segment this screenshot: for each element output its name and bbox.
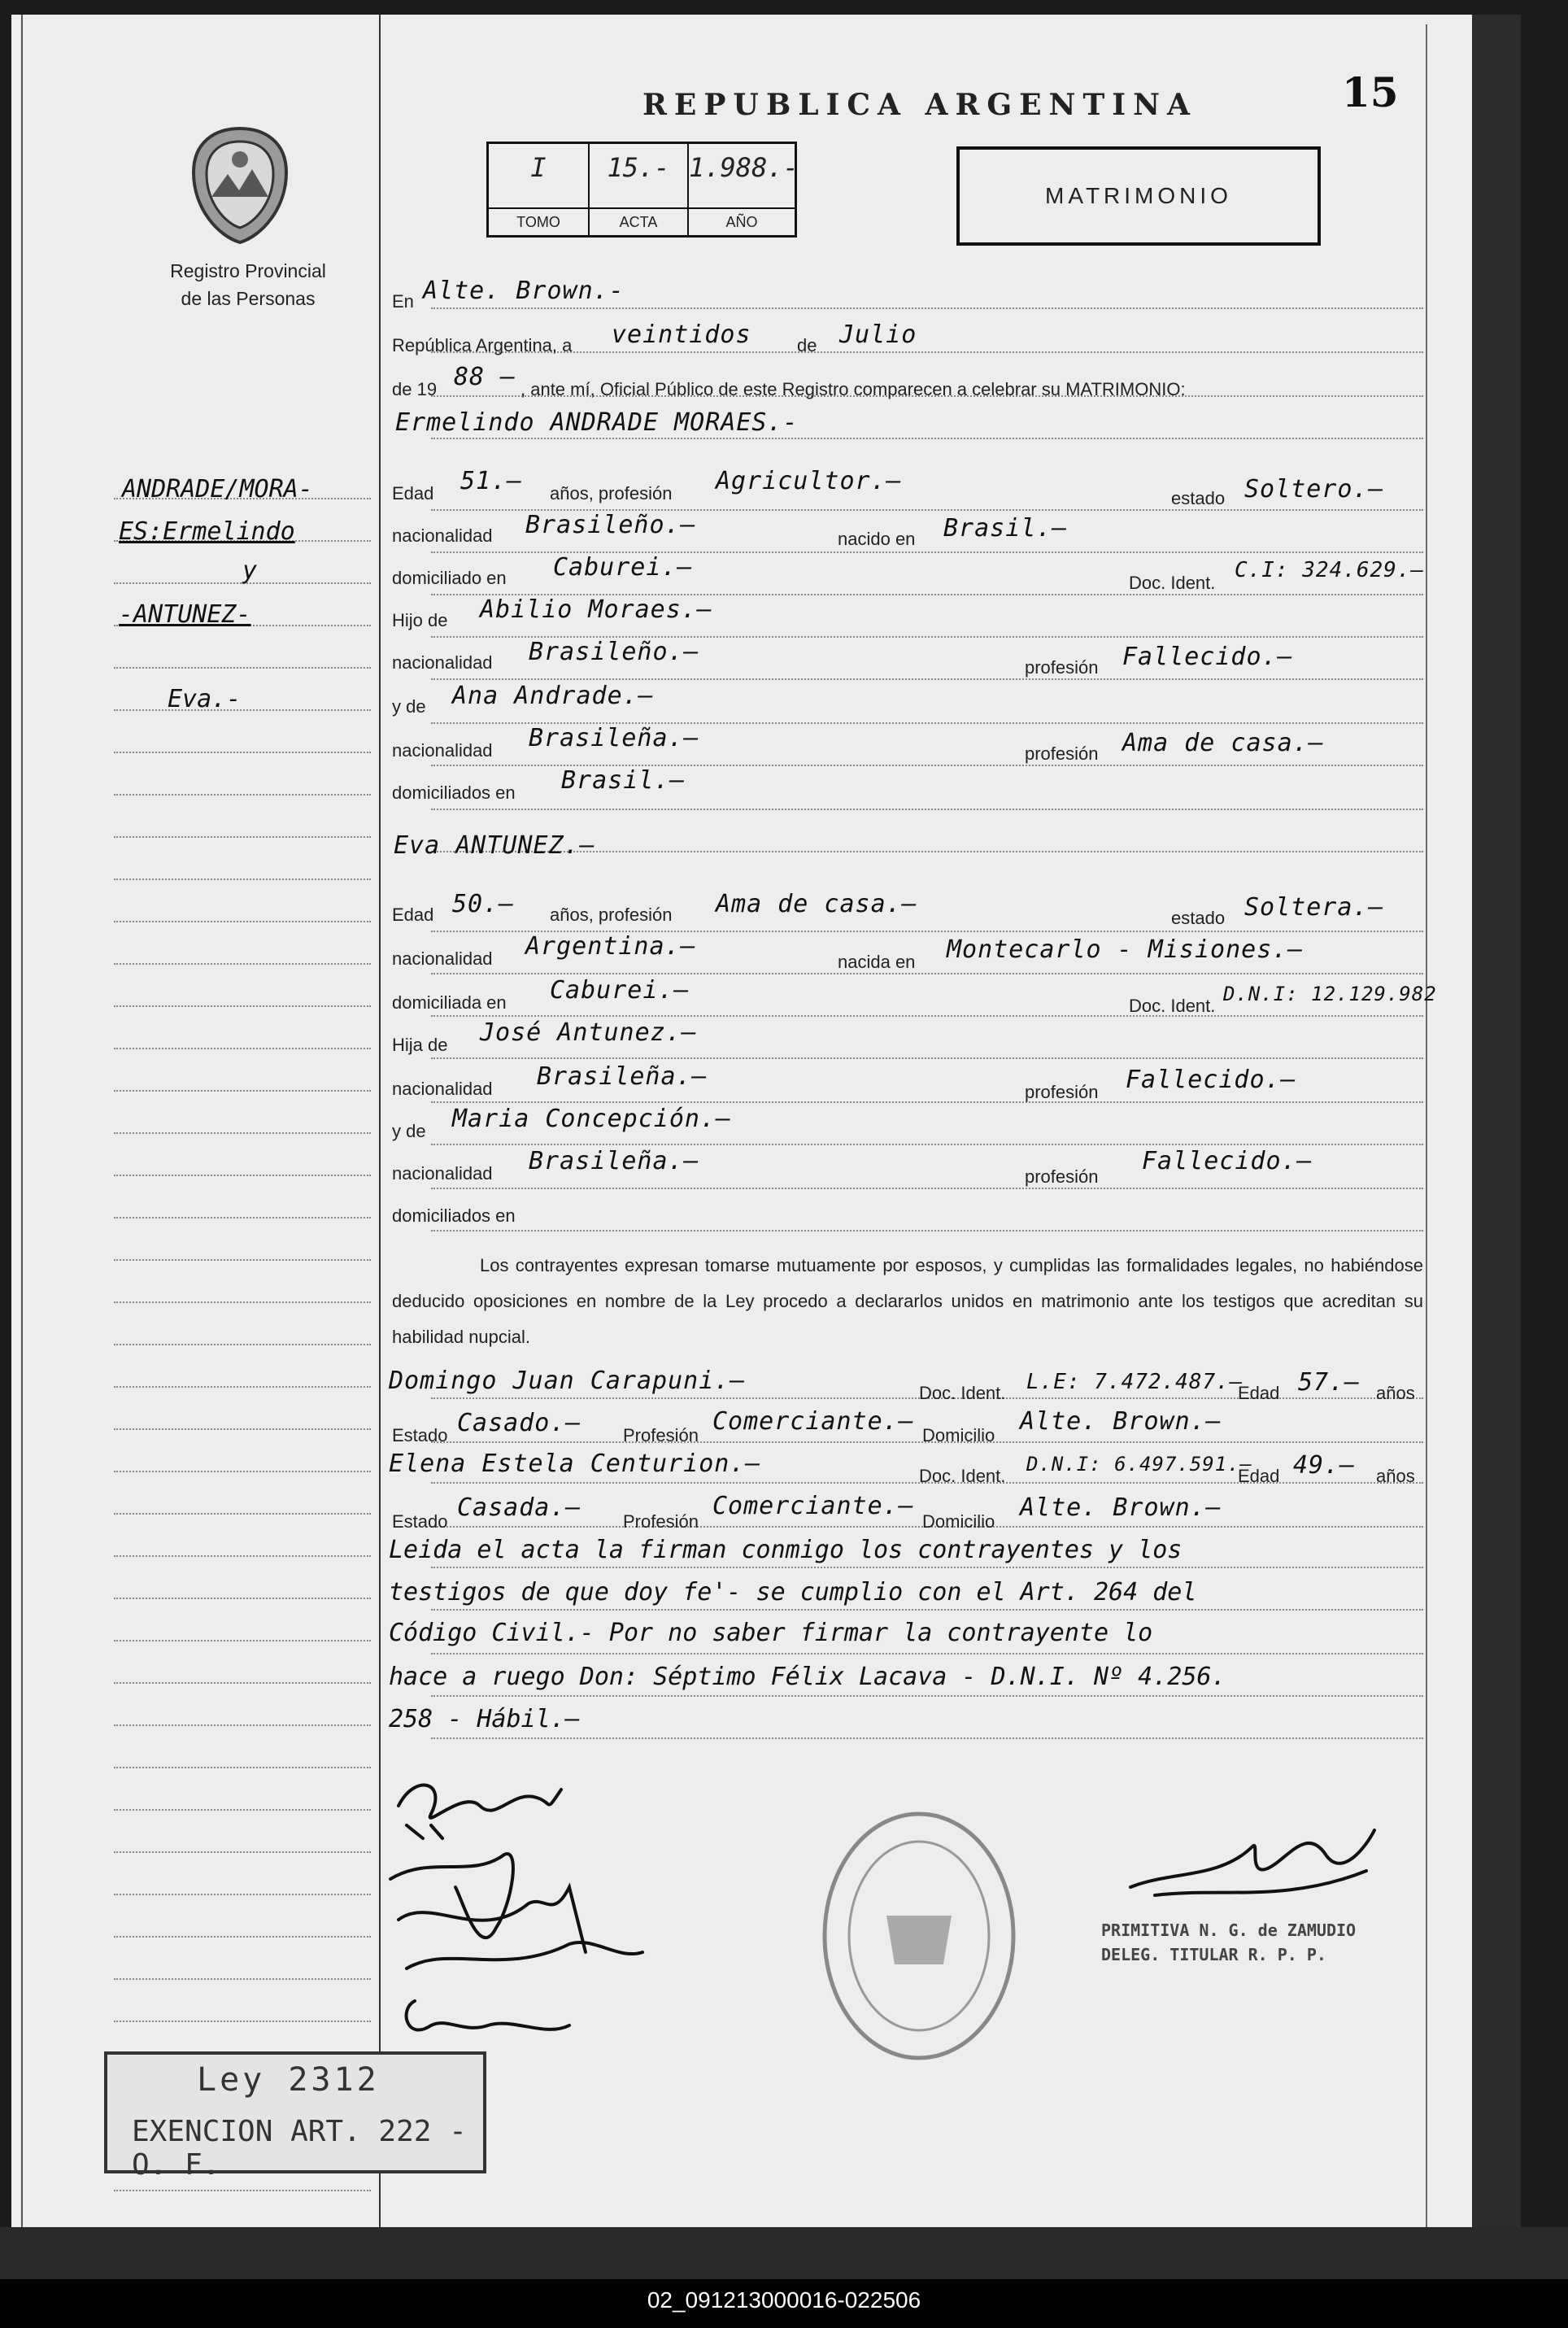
witness-2-dom-value: Alte. Brown.— bbox=[1020, 1493, 1222, 1522]
margin-rule-line bbox=[114, 2021, 371, 2022]
form-rule-line bbox=[431, 973, 1423, 974]
groom-mother-value: Ana Andrade.— bbox=[452, 682, 654, 710]
margin-rule-line bbox=[114, 963, 371, 965]
bride-father-nac-value: Brasileña.— bbox=[537, 1062, 708, 1091]
margin-rule-line bbox=[114, 1344, 371, 1345]
groom-mother-nac-value: Brasileña.— bbox=[529, 724, 699, 752]
de-label: de bbox=[797, 335, 817, 355]
ley-stamp-line-2: EXENCION ART. 222 - O. F. bbox=[132, 2115, 467, 2182]
day-value: veintidos bbox=[612, 320, 751, 349]
official-title: DELEG. TITULAR R. P. P. bbox=[1101, 1945, 1326, 1964]
registry-label bbox=[130, 257, 366, 312]
witness-1-edad-label: Edad bbox=[1238, 1383, 1280, 1403]
form-rule-line bbox=[431, 678, 1423, 680]
margin-note-line-2: ES:Ermelindo bbox=[119, 517, 295, 546]
margin-rule-line bbox=[114, 1090, 371, 1092]
bride-hija-label: Hija de bbox=[392, 1035, 448, 1055]
witness-2-prof-label: Profesión bbox=[623, 1511, 699, 1532]
closing-line-5: 258 - Hábil.— bbox=[389, 1705, 580, 1733]
binding-edge-line bbox=[21, 15, 23, 2227]
form-rule-line bbox=[431, 1015, 1423, 1017]
margin-rule-line bbox=[114, 1682, 371, 1684]
witness-1-estado-value: Casado.— bbox=[457, 1409, 581, 1437]
tomo-cell bbox=[489, 144, 588, 235]
groom-mother-prof-value: Ama de casa.— bbox=[1122, 729, 1324, 757]
margin-rule-line bbox=[114, 1555, 371, 1557]
groom-estado-label: estado bbox=[1171, 488, 1226, 508]
groom-dom-value: Caburei.— bbox=[553, 553, 693, 582]
bride-profesion-label: años, profesión bbox=[550, 905, 673, 925]
ley-stamp bbox=[104, 2051, 486, 2182]
margin-rule-line bbox=[114, 1005, 371, 1007]
margin-note-line-1: ANDRADE/MORA- bbox=[122, 475, 313, 504]
groom-mother-prof-label: profesión bbox=[1025, 743, 1099, 764]
groom-yde-label: y de bbox=[392, 696, 426, 717]
closing-line-3: Código Civil.- Por no saber firmar la contrayente lo bbox=[389, 1619, 1153, 1647]
margin-note-line-4: -ANTUNEZ- bbox=[119, 600, 251, 629]
page-number: 15 bbox=[1342, 68, 1399, 116]
form-rule-line bbox=[431, 1609, 1423, 1611]
bride-father-prof-value: Fallecido.— bbox=[1126, 1066, 1296, 1094]
groom-doc-value: C.I: 324.629.— bbox=[1235, 558, 1425, 582]
declaration-text: Los contrayentes expresan tomarse mutuamente por esposos, y cumplidas las formalidades legales, no habiéndose deducido oposiciones en nombre de la Ley procedo a declararlos unidos en matrimonio ante los testigos que acreditan su habilidad nupcial. bbox=[392, 1255, 1423, 1347]
groom-dom-label: domiciliado en bbox=[392, 568, 507, 588]
groom-profesion-value: Agricultor.— bbox=[716, 467, 902, 495]
margin-rule-line bbox=[114, 794, 371, 796]
bride-estado-value: Soltera.— bbox=[1244, 893, 1384, 922]
groom-nac-value: Brasileño.— bbox=[525, 511, 696, 539]
margin-rule-line bbox=[114, 709, 371, 711]
reference-table bbox=[486, 142, 797, 238]
de19-label: de 19 bbox=[392, 379, 438, 399]
form-rule-line bbox=[431, 307, 1423, 309]
bride-mother-prof-label: profesión bbox=[1025, 1166, 1099, 1187]
margin-rule-line bbox=[114, 1175, 371, 1176]
margin-rule-line bbox=[114, 1259, 371, 1261]
bride-mother-prof-value: Fallecido.— bbox=[1142, 1147, 1313, 1175]
comparecen-text: , ante mí, Oficial Público de este Registro comparecen a celebrar su MATRIMONIO: bbox=[520, 379, 1186, 399]
groom-nac-label: nacionalidad bbox=[392, 525, 493, 546]
year-cell bbox=[687, 144, 799, 235]
margin-rule-line bbox=[114, 1386, 371, 1388]
margin-rule-line bbox=[114, 1851, 371, 1853]
witness-1-dom-value: Alte. Brown.— bbox=[1020, 1407, 1222, 1436]
scan-id: 02_091213000016-022506 bbox=[647, 2287, 921, 2313]
record-type-box bbox=[956, 146, 1321, 246]
margin-rule-line bbox=[114, 1217, 371, 1218]
record-type: MATRIMONIO bbox=[1045, 183, 1232, 208]
closing-line-4: hace a ruego Don: Séptimo Félix Lacava - D.N.I. Nº 4.256. bbox=[389, 1663, 1226, 1691]
witness-1-dom-label: Domicilio bbox=[922, 1425, 995, 1445]
signatures-icon bbox=[382, 1757, 724, 2050]
margin-rule-line bbox=[114, 1809, 371, 1811]
bride-dom-value: Caburei.— bbox=[550, 976, 690, 1005]
margin-note-line-5: Eva.- bbox=[168, 685, 242, 713]
margin-rule-line bbox=[114, 1767, 371, 1768]
form-rule-line bbox=[431, 1230, 1423, 1232]
en-label: En bbox=[392, 291, 414, 312]
groom-nacido-label: nacido en bbox=[838, 529, 916, 549]
witness-2-dom-label: Domicilio bbox=[922, 1511, 995, 1532]
groom-father-prof-label: profesión bbox=[1025, 657, 1099, 678]
margin-rule-line bbox=[114, 1936, 371, 1938]
bride-father-prof-label: profesión bbox=[1025, 1082, 1099, 1102]
margin-rule-line bbox=[114, 836, 371, 838]
groom-father-prof-value: Fallecido.— bbox=[1122, 643, 1293, 671]
margin-rule-line bbox=[114, 1724, 371, 1726]
country-title: REPUBLICA ARGENTINA bbox=[642, 88, 1197, 122]
groom-name: Ermelindo ANDRADE MORAES.- bbox=[395, 408, 799, 437]
year-value: 88 — bbox=[454, 363, 516, 391]
margin-rule bbox=[379, 15, 381, 2227]
witness-1-estado-label: Estado bbox=[392, 1425, 448, 1445]
acta-label: ACTA bbox=[590, 207, 687, 235]
witness-2-prof-value: Comerciante.— bbox=[712, 1492, 914, 1520]
groom-father-nac-value: Brasileño.— bbox=[529, 638, 699, 666]
bride-mother-nac-label: nacionalidad bbox=[392, 1163, 493, 1184]
groom-parents-dom-value: Brasil.— bbox=[561, 766, 686, 795]
registry-line-2: de las Personas bbox=[181, 288, 316, 309]
bride-edad-value: 50.— bbox=[452, 890, 515, 918]
registry-line-1: Registro Provincial bbox=[170, 260, 326, 281]
witness-2-estado-value: Casada.— bbox=[457, 1493, 581, 1522]
witness-1-name: Domingo Juan Carapuni.— bbox=[389, 1367, 746, 1395]
witness-1-prof-value: Comerciante.— bbox=[712, 1407, 914, 1436]
witness-2-edad-value: 49.— bbox=[1293, 1451, 1356, 1480]
witness-1-doc-label: Doc. Ident. bbox=[919, 1383, 1006, 1403]
bride-dom-label: domiciliada en bbox=[392, 992, 507, 1013]
bride-nac-value: Argentina.— bbox=[525, 932, 696, 961]
margin-rule-line bbox=[114, 878, 371, 880]
form-rule-line bbox=[431, 1737, 1423, 1739]
form-rule-line bbox=[431, 438, 1423, 439]
acta-value: 15.- bbox=[607, 152, 670, 183]
form-rule-line bbox=[431, 1653, 1423, 1654]
tomo-value: I bbox=[530, 152, 547, 183]
witness-2-doc-label: Doc. Ident. bbox=[919, 1466, 1006, 1486]
month-value: Julio bbox=[839, 320, 917, 349]
margin-rule-line bbox=[114, 1640, 371, 1641]
place-value: Alte. Brown.- bbox=[423, 277, 625, 305]
bride-nac-label: nacionalidad bbox=[392, 948, 493, 969]
official-name: PRIMITIVA N. G. de ZAMUDIO bbox=[1101, 1920, 1357, 1940]
witness-2-estado-label: Estado bbox=[392, 1511, 448, 1532]
margin-rule-line bbox=[114, 2190, 371, 2191]
bride-nacida-label: nacida en bbox=[838, 952, 916, 972]
year-label: AÑO bbox=[689, 207, 795, 235]
bride-name: Eva ANTUNEZ.— bbox=[394, 831, 595, 860]
witness-1-anios-label: años bbox=[1376, 1383, 1415, 1403]
groom-edad-value: 51.— bbox=[460, 467, 523, 495]
margin-rule-line bbox=[114, 1513, 371, 1515]
bride-edad-label: Edad bbox=[392, 905, 434, 925]
margin-rule-line bbox=[114, 1471, 371, 1472]
bride-parents-dom-label: domiciliados en bbox=[392, 1205, 516, 1226]
form-rule-line bbox=[431, 1188, 1423, 1189]
groom-nacido-value: Brasil.— bbox=[943, 514, 1068, 543]
groom-doc-label: Doc. Ident. bbox=[1129, 573, 1216, 593]
margin-rule-line bbox=[114, 1598, 371, 1599]
witness-2-name: Elena Estela Centurion.— bbox=[389, 1450, 761, 1478]
margin-rule-line bbox=[114, 921, 371, 922]
bride-nacida-value: Montecarlo - Misiones.— bbox=[947, 935, 1304, 964]
margin-rule-line bbox=[114, 1978, 371, 1980]
witness-1-edad-value: 57.— bbox=[1298, 1368, 1361, 1397]
acta-cell bbox=[588, 144, 687, 235]
witness-2-edad-label: Edad bbox=[1238, 1466, 1280, 1486]
bride-estado-label: estado bbox=[1171, 908, 1226, 928]
year-value: 1.988.- bbox=[689, 152, 799, 183]
groom-profesion-label: años, profesión bbox=[550, 483, 673, 504]
tomo-label: TOMO bbox=[489, 207, 588, 235]
margin-rule-line bbox=[114, 1894, 371, 1895]
republica-label: República Argentina, a bbox=[392, 335, 573, 355]
form-rule-line bbox=[431, 1101, 1423, 1103]
form-rule-line bbox=[431, 1695, 1423, 1697]
bride-father-value: José Antunez.— bbox=[480, 1018, 697, 1047]
closing-line-2: testigos de que doy fe'- se cumplio con el Art. 264 del bbox=[389, 1578, 1197, 1606]
official-signature-icon bbox=[1122, 1814, 1383, 1912]
margin-rule-line bbox=[114, 667, 371, 669]
groom-mother-nac-label: nacionalidad bbox=[392, 740, 493, 761]
form-rule-line bbox=[431, 1567, 1423, 1568]
book-edge bbox=[1472, 15, 1521, 2243]
witness-2-anios-label: años bbox=[1376, 1466, 1415, 1486]
bride-mother-nac-value: Brasileña.— bbox=[529, 1147, 699, 1175]
bride-doc-label: Doc. Ident. bbox=[1129, 996, 1216, 1016]
form-rule-line bbox=[431, 1057, 1423, 1059]
bride-doc-value: D.N.I: 12.129.982 bbox=[1223, 983, 1437, 1005]
bride-yde-label: y de bbox=[392, 1121, 426, 1141]
margin-note-line-3: y bbox=[242, 556, 258, 585]
witness-1-prof-label: Profesión bbox=[623, 1425, 699, 1445]
ley-stamp-line-1: Ley 2312 bbox=[197, 2061, 380, 2099]
official-stamp bbox=[1101, 1918, 1356, 1967]
form-rule-line bbox=[431, 1144, 1423, 1145]
groom-father-value: Abilio Moraes.— bbox=[480, 595, 712, 624]
groom-parents-dom-label: domiciliados en bbox=[392, 783, 516, 803]
province-seal-icon bbox=[187, 124, 293, 246]
closing-line-1: Leida el acta la firman conmigo los contrayentes y los bbox=[389, 1536, 1183, 1564]
margin-rule-line bbox=[114, 1301, 371, 1303]
margin-rule-line bbox=[114, 1428, 371, 1430]
bride-father-nac-label: nacionalidad bbox=[392, 1079, 493, 1099]
margin-rule-line bbox=[114, 1132, 371, 1134]
witness-2-doc-value: D.N.I: 6.497.591.— bbox=[1026, 1453, 1253, 1476]
groom-father-nac-label: nacionalidad bbox=[392, 652, 493, 673]
groom-estado-value: Soltero.— bbox=[1244, 475, 1384, 504]
witness-1-doc-value: L.E: 7.472.487.— bbox=[1026, 1370, 1244, 1394]
margin-rule-line bbox=[114, 1048, 371, 1049]
form-rule-line bbox=[431, 809, 1423, 810]
right-rule bbox=[1426, 24, 1427, 2227]
bride-profesion-value: Ama de casa.— bbox=[716, 890, 917, 918]
form-rule-line bbox=[431, 351, 1423, 353]
groom-edad-label: Edad bbox=[392, 483, 434, 504]
registry-stamp-icon bbox=[821, 1810, 1017, 2062]
bride-mother-value: Maria Concepción.— bbox=[452, 1105, 732, 1133]
book-binding-bottom bbox=[0, 2227, 1568, 2279]
groom-hijo-label: Hijo de bbox=[392, 610, 448, 630]
margin-rule-line bbox=[114, 752, 371, 753]
